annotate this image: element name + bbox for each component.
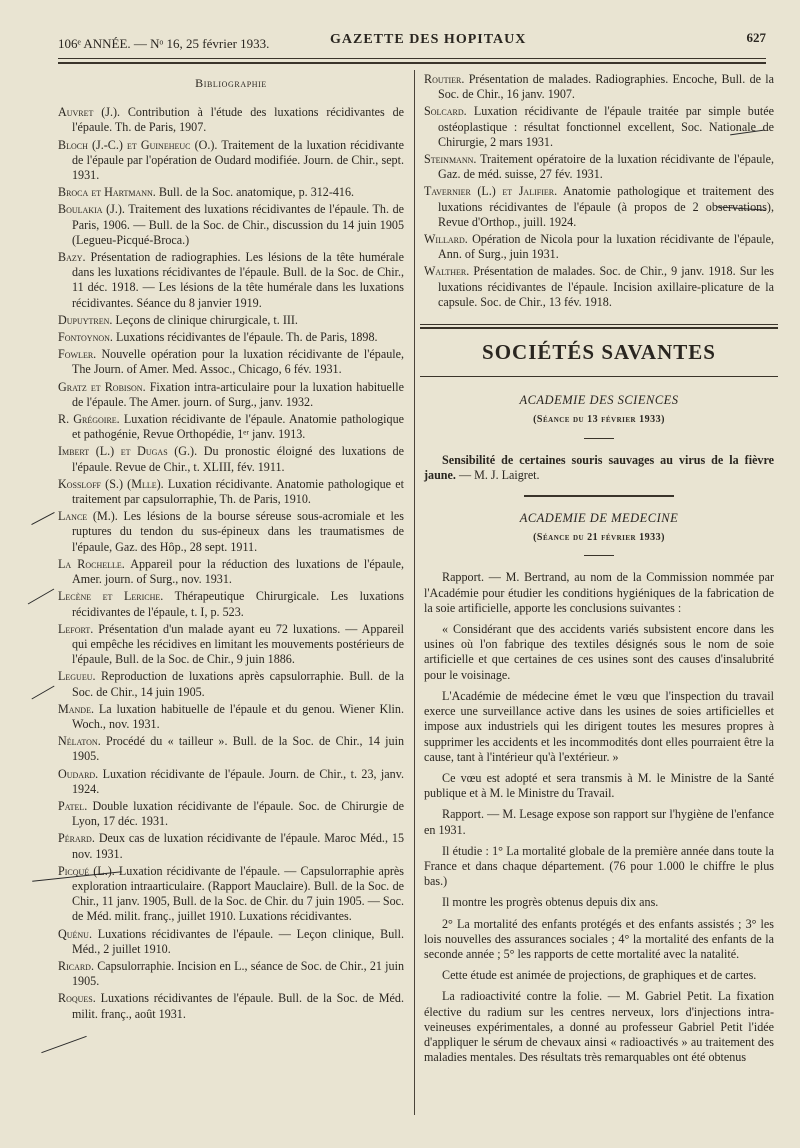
bibliography-entry (58, 250, 404, 311)
entry-text: Leçons de clinique chirurgicale, t. III. (115, 312, 298, 327)
short-rule (584, 438, 614, 439)
report-paragraph: La radioactivité contre la folie. — M. Gabriel Petit. La fixation élective du radium sur les centres nerveux, lors d'injections intra-veineuses expérimentales, a donné au professeur Gabriel Petit l'idée d'appliquer le sérum de chevaux ainsi « radioactivés » au traitement des maladies mentales. Des résultats très remarquables ont été obtenus (424, 989, 774, 1065)
sciences-item (424, 453, 774, 483)
running-header (58, 30, 766, 52)
entry-author: Fowler. (58, 347, 97, 362)
entry-text: Nouvelle opération pour la luxation récidivante de l'épaule, The Journ. of Amer. Med. Assoc., Chicago, 6 fév. 1931. (72, 347, 405, 377)
entry-text: Appareil pour la réduction des luxations de l'épaule, Amer. journ. of Surg., nov. 1931. (72, 556, 404, 587)
short-rule (584, 555, 614, 556)
entry-text: Luxations récidivantes de l'épaule. Th. de Paris, 1898. (115, 330, 378, 345)
section-rule (420, 376, 778, 377)
issue-info: 106ᵉ ANNÉE. — Nᵒ 16, 25 février 1933. (58, 36, 270, 51)
entry-author: Imbert (L.) et Dugas (G.). (58, 444, 198, 459)
section-rule-thin (420, 324, 778, 325)
entry-text: Bull. de la Soc. anatomique, p. 312-416. (158, 185, 355, 200)
header-rule-thick (58, 62, 766, 64)
bibliography-entry (58, 477, 404, 507)
bibliography-entry (58, 380, 404, 410)
entry-author: Broca et Hartmann. (58, 185, 156, 200)
entry-text: Reproduction de luxations après capsulorraphie. Bull. de la Soc. de Chir., 14 juin 1905. (72, 669, 404, 699)
entry-text: Traitement des luxations récidivantes de l'épaule. Th. de Paris, 1906. — Bull. de la Soc. de Chir., discussion du 14 juin 1905 (Legueu-Picqué-Broca.) (72, 202, 404, 247)
academie-medecine-seance: (Séance du 21 février 1933) (533, 532, 665, 544)
bibliography-entry (58, 412, 404, 442)
bibliography-entry (58, 702, 404, 732)
bibliography-entry (58, 185, 404, 200)
bibliography-entry (58, 444, 404, 474)
entry-text: Luxation récidivante de l'épaule traitée par simple butée ostéoplastique : résultat fonctionnel excellent, Soc. Nationale de Chirurgie, 2 mars 1931. (438, 104, 774, 149)
bibliography-entry (58, 557, 404, 587)
bibliography-entry (58, 313, 404, 328)
bibliography-entry (424, 72, 774, 102)
bibliography-entry (58, 622, 404, 668)
page-number: 627 (746, 30, 766, 45)
entry-text: Procédé du « tailleur ». Bull. de la Soc. de Chir., 14 juin 1905. (72, 734, 405, 764)
entry-author: Ricard. (58, 958, 94, 973)
report-paragraph: Ce vœu est adopté et sera transmis à M. le Ministre de la Santé publique et à M. le Ministre du Travail. (424, 770, 774, 801)
entry-author: Pérard. (58, 831, 95, 846)
bibliography-entry (58, 767, 404, 797)
entry-author: Tavernier (L.) et Jalifier. (424, 184, 558, 199)
report-paragraph: Rapport. — M. Bertrand, au nom de la Commission nommée par l'Académie pour étudier les conditions hygiéniques de la fabrication de la soie artificielle, apporte les conclusions suivantes : (424, 570, 774, 615)
entry-text: Opération de Nicola pour la luxation récidivante de l'épaule, Ann. of Surg., juin 1931. (438, 232, 775, 262)
entry-author: Steinmann. (424, 152, 477, 167)
pencil-mark (28, 589, 54, 605)
column-divider (414, 70, 415, 1115)
entry-author: Nélaton. (58, 734, 101, 749)
entry-author: Routier. (424, 72, 465, 86)
bibliography-entry (58, 831, 404, 861)
bibliography-list-continued (424, 72, 774, 310)
entry-author: Gratz et Robison. (58, 379, 146, 394)
societes-savantes-title: SOCIÉTÉS SAVANTES (482, 340, 716, 365)
report-paragraph: Rapport. — M. Lesage expose son rapport sur l'hygiène de l'enfance en 1931. (424, 807, 774, 837)
entry-text: Les lésions de la bourse séreuse sous-acromiale et les ruptures du tendon du sus-épineux dans les traumatismes de l'épaule, Gaz. des Hôp., 28 sept. 1911. (72, 509, 404, 554)
entry-author: Picqué (L.). (58, 863, 115, 878)
entry-text: Du pronostic éloigné des luxations de l'épaule. Revue de Chir., t. XLIII, fév. 1911. (72, 444, 404, 474)
entry-text: Thérapeutique Chirurgicale. Les luxations récidivantes de l'épaule, t. I, p. 523. (72, 589, 404, 619)
entry-author: Lecène et Leriche. (58, 589, 164, 604)
bibliography-entry (58, 589, 404, 619)
entry-author: Bloch (J.-C.) et Guineheuc (O.). (58, 137, 218, 152)
bibliography-entry (424, 104, 774, 150)
entry-text: Présentation de malades. Radiographies. Encoche, Bull. de la Soc. de Chir., 16 janv. 1907. (438, 72, 774, 102)
bibliography-entry (58, 959, 404, 989)
entry-author: Bazy. (58, 250, 86, 265)
entry-text: Luxation récidivante de l'épaule. — Capsulorraphie après exploration intraarticulaire. (Rapport Mauclaire). Bull. de la Soc. de Chir., 11 janv. 1905, Bull. de la Soc. de Chir. du 7 juin 1905. — Soc. de Méd. milit. franç., juillet 1910. Luxations récidivantes. (72, 863, 405, 924)
entry-text: Contribution à l'étude des luxations récidivantes de l'épaule. Th. de Paris, 1907. (72, 105, 404, 135)
report-paragraph: 2° La mortalité des enfants protégés et des enfants assistés ; 3° les lois nouvelles des assurances sociales ; 4° la mortalité des enfants de la seconde année ; 5° les rapports de cette mortalité avec la natalité. (424, 916, 774, 961)
bibliography-entry (58, 138, 404, 184)
entry-author: Oudard. (58, 766, 99, 781)
bibliography-entry (424, 232, 774, 262)
bibliography-entry (58, 991, 404, 1021)
entry-text: Présentation de malades. Soc. de Chir., 9 janv. 1918. Sur les luxations récidivantes de l'épaule. Incision axillaire-plicature de la capsule. Soc. de Chir., 13 fév. 1918. (438, 264, 775, 309)
bibliography-title: Bibliographie (195, 76, 267, 90)
pencil-mark (41, 1036, 86, 1053)
entry-author: Walther. (424, 264, 470, 279)
entry-author: Fontoynon. (58, 330, 113, 345)
pencil-mark (31, 512, 54, 525)
entry-author: R. Grégoire. (58, 412, 120, 427)
entry-text: Luxations récidivantes de l'épaule. Bull. de la Soc. de Méd. milit. franç., août 1931. (72, 991, 404, 1021)
entry-text: Deux cas de luxation récidivante de l'épaule. Maroc Méd., 15 nov. 1931. (72, 831, 404, 861)
journal-title: GAZETTE DES HOPITAUX (330, 32, 527, 47)
entry-text: Présentation de radiographies. Les lésions de la tête humérale dans les luxations récidivantes de l'épaule. Bull. de la Soc. de Chir., 11 déc. 1918. — Les lésions de la tête humérale dans les luxations récidivantes. Séance du 8 janvier 1919. (72, 250, 405, 310)
entry-text: Luxation récidivante de l'épaule. Anatomie pathologique et pathogénie, Revue Orthopédie, 1ᵉʳ janv. 1913. (72, 412, 404, 442)
report-paragraph: L'Académie de médecine émet le vœu que l'inspection du travail exerce une surveillance active dans les usines de soies artificielles et impose aux industriels qui les dirigent toutes les mesures propres à supprimer les accidents et les incommodités dont elles pourraient être la cause, tant à l'intérieur qu'à l'extérieur. » (424, 688, 774, 764)
entry-text: Capsulorraphie. Incision en L., séance de Soc. de Chir., 21 juin 1905. (72, 958, 404, 989)
report-paragraph: Il montre les progrès obtenus depuis dix ans. (442, 895, 659, 910)
report-paragraph: Il étudie : 1° La mortalité globale de la première année dans toute la France et dans chaque département. (76 pour 1.000 le chiffre le plus bas.) (424, 843, 774, 889)
entry-text: Luxation récidivante. Anatomie pathologique et traitement par capsulorraphie, Th. de Paris, 1910. (72, 476, 404, 507)
academy-rule (524, 495, 674, 497)
entry-text: Anatomie pathologique et traitement des luxations récidivantes de l'épaule (à propos de 2 observations), Revue d'Orthop., juill. 1924. (438, 184, 774, 229)
entry-author: Auvret (J.). (58, 105, 121, 120)
entry-author: Legueu. (58, 669, 96, 684)
entry-author: Dupuytren. (58, 312, 113, 327)
bibliography-entry (424, 264, 774, 310)
academie-medecine-title: ACADEMIE DE MEDECINE (519, 511, 679, 526)
entry-author: Mande. (58, 701, 94, 716)
sciences-item-title: Sensibilité de certaines souris sauvages au virus de la fièvre jaune. (424, 452, 774, 482)
entry-author: Kossloff (S.) (Mlle). (58, 476, 164, 491)
bibliography-entry (424, 152, 774, 182)
header-rule-thin (58, 58, 766, 59)
pencil-mark (31, 686, 54, 700)
entry-author: Boulakia (J.). (58, 202, 125, 217)
entry-text: Traitement de la luxation récidivante de l'épaule par l'opération de Oudard modifiée. Journ. de Chir., sept. 1931. (72, 137, 404, 183)
academie-sciences-seance: (Séance du 13 février 1933) (533, 414, 665, 426)
bibliography-entry (58, 799, 404, 829)
bibliography-entry (58, 347, 404, 377)
entry-text: Luxation récidivante de l'épaule. Journ. de Chir., t. 23, janv. 1924. (72, 766, 404, 796)
bibliography-entry (58, 509, 404, 555)
entry-author: Quénu. (58, 926, 92, 941)
bibliography-entry (58, 105, 404, 135)
entry-author: Roques. (58, 991, 96, 1006)
right-column (424, 72, 774, 1071)
bibliography-entry (58, 669, 404, 699)
entry-text: Présentation d'un malade ayant eu 72 luxations. — Appareil qui empêche les récidives en limitant les mouvements postérieurs de l'épaule, Bull. de la Soc. de Chir., 9 juin 1886. (72, 621, 404, 667)
report-paragraph: Cette étude est animée de projections, de graphiques et de cartes. (442, 968, 757, 983)
academie-sciences-title: ACADEMIE DES SCIENCES (519, 393, 679, 408)
entry-text: La luxation habituelle de l'épaule et du genou. Wiener Klin. Woch., nov. 1931. (72, 701, 404, 731)
entry-author: Lefort. (58, 621, 94, 636)
bibliography-list (58, 105, 404, 1022)
entry-text: Luxations récidivantes de l'épaule. — Leçon clinique, Bull. Méd., 2 juillet 1910. (72, 926, 405, 956)
entry-text: Double luxation récidivante de l'épaule. Soc. de Chirurgie de Lyon, 17 déc. 1931. (72, 798, 404, 829)
report-paragraph: « Considérant que des accidents variés subsistent encore dans les usines où l'on fabrique des textiles désignés sous le nom de soie artificielle et que certaines de ces usines sont des causes d'insalubrité pour le voisinage. (424, 622, 774, 682)
bibliography-entry (58, 202, 404, 248)
entry-author: Willard. (424, 232, 468, 247)
medecine-report-body (424, 570, 774, 1065)
entry-author: La Rochelle. (58, 556, 125, 571)
sciences-item-author: — M. J. Laigret. (458, 467, 540, 482)
entry-text: Traitement opératoire de la luxation récidivante de l'épaule, Gaz. de méd. suisse, 27 fév. 1931. (438, 152, 774, 182)
entry-author: Solcard. (424, 104, 467, 119)
entry-text: Fixation intra-articulaire pour la luxation habituelle de l'épaule. The Amer. journ. of Surg., janv. 1932. (72, 379, 404, 409)
entry-author: Lance (M.). (58, 509, 118, 524)
bibliography-entry (58, 330, 404, 345)
bibliography-entry (58, 927, 404, 957)
left-column (58, 76, 404, 1024)
bibliography-entry (58, 734, 404, 764)
entry-author: Patel. (58, 798, 88, 813)
